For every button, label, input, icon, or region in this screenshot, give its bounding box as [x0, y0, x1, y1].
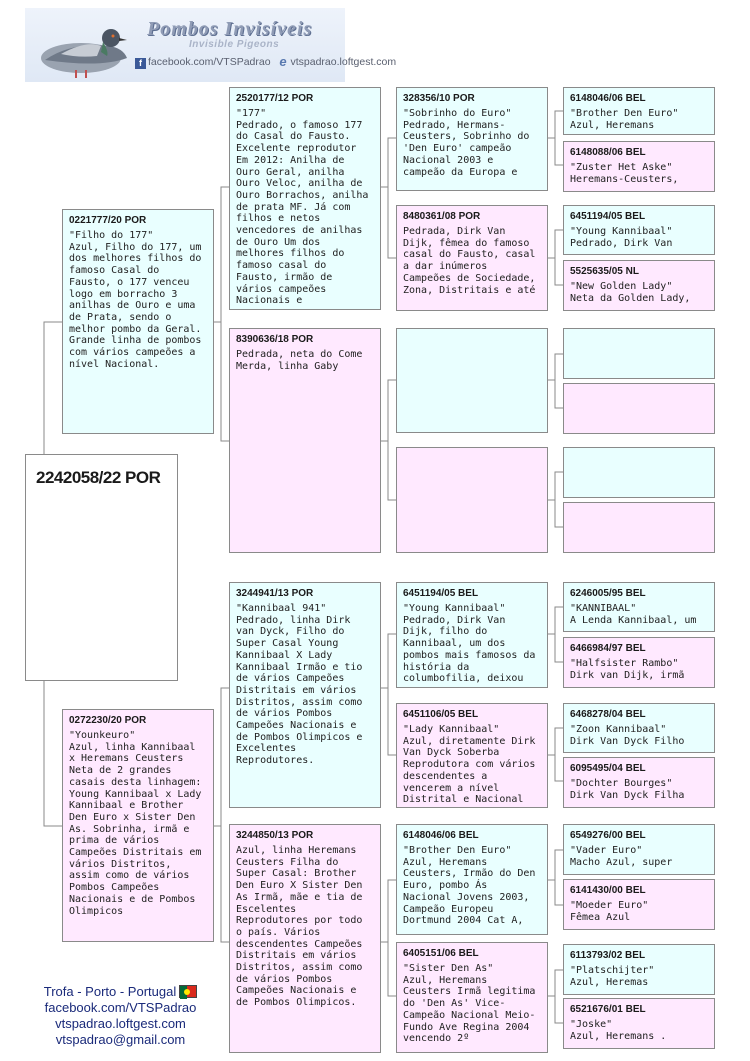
gen4-description: "Moeder Euro" Fêmea Azul: [570, 900, 649, 923]
gen4-description: "Brother Den Euro" Azul, Heremans: [570, 108, 679, 131]
facebook-icon: f: [135, 58, 146, 69]
great-grandparent-ring-number: 6405151/06 BEL: [403, 948, 479, 959]
gen4-ancestor-card[interactable]: [563, 141, 715, 192]
great-grandparent-ring-number: 8480361/08 POR: [403, 211, 481, 222]
grandparent-ring-number: 3244850/13 POR: [236, 830, 314, 841]
dam-ring-number: 0272230/20 POR: [69, 715, 147, 726]
footer-website-link[interactable]: vtspadrao.loftgest.com: [55, 1016, 186, 1031]
great-grandparent-card[interactable]: [396, 582, 548, 688]
header-subtitle: Invisible Pigeons: [189, 39, 280, 50]
grandparent-ring-number: 3244941/13 POR: [236, 588, 314, 599]
sire-description: "Filho do 177" Azul, Filho do 177, um dos melhores filhos do famoso Casal do Fausto, o 177 venceu logo em borracho 3 anilhas de Ouro e uma de Prata, sendo o melhor pombo da Geral. Grande linha de pombos com vários campeões a nível Nacional.: [69, 230, 202, 370]
grandparent-description: "Kannibaal 941" Pedrado, linha Dirk van Dyck, Filho do Super Casal Young Kannibaal X Lady Kannibaal Irmão e tio de vários Campeões Distritais em vários Distritos, assim como de vários Pombos Campeões Nacionais e de Pombos Olimpicos e Excelentes Reprodutores.: [236, 603, 363, 767]
gen4-ancestor-card[interactable]: [563, 757, 715, 808]
gen4-ancestor-card[interactable]: [563, 998, 715, 1049]
gen4-ring-number: 6141430/00 BEL: [570, 885, 646, 896]
gen4-ancestor-card[interactable]: [563, 328, 715, 379]
gen4-description: "New Golden Lady" Neta da Golden Lady,: [570, 281, 691, 304]
granddam-maternal-card[interactable]: [229, 824, 381, 1053]
great-grandparent-ring-number: 6451194/05 BEL: [403, 588, 479, 599]
gen4-ring-number: 6148046/06 BEL: [570, 93, 646, 104]
great-grandparent-card[interactable]: [396, 87, 548, 191]
great-grandparent-description: "Sister Den As" Azul, Heremans Ceusters Irmã legitima do 'Den As' Vice-Campeão Nacional Meio-Fundo Ave Regina 2004 vencendo 2º: [403, 963, 536, 1045]
gen4-ancestor-card[interactable]: [563, 637, 715, 688]
footer-location-line: [28, 984, 213, 1000]
gen4-ancestor-card[interactable]: [563, 502, 715, 553]
gen4-ancestor-card[interactable]: [563, 87, 715, 135]
grandsire-paternal-card[interactable]: [229, 87, 381, 310]
gen4-description: "Platschijter" Azul, Heremas: [570, 965, 655, 988]
great-grandparent-description: "Lady Kannibaal" Azul, diretamente Dirk Van Dyck Soberba Reprodutora com vários descendentes a vencerem a nível Distrital e Nacional: [403, 724, 536, 806]
gen4-ancestor-card[interactable]: [563, 260, 715, 311]
portugal-flag-icon: [179, 985, 197, 998]
gen4-ancestor-card[interactable]: [563, 582, 715, 632]
gen4-description: "Young Kannibaal" Pedrado, Dirk Van: [570, 226, 673, 249]
gen4-ancestor-card[interactable]: [563, 383, 715, 434]
gen4-ring-number: 6246005/95 BEL: [570, 588, 646, 599]
header-title: Pombos Invisíveis: [147, 18, 313, 40]
great-grandparent-card[interactable]: [396, 942, 548, 1053]
gen4-ring-number: 6148088/06 BEL: [570, 147, 646, 158]
great-grandparent-description: "Brother Den Euro" Azul, Heremans Ceusters, Irmão do Den Euro, pombo Ás Nacional Jovens 2003, Campeão Europeu Dortmund 2004 Cat A,: [403, 845, 536, 927]
gen4-ancestor-card[interactable]: [563, 944, 715, 995]
header-website-link[interactable]: vtspadrao.loftgest.com: [290, 56, 397, 68]
contact-footer: [28, 984, 213, 1048]
gen4-ring-number: 6466984/97 BEL: [570, 643, 646, 654]
subject-pigeon-card[interactable]: [25, 454, 178, 681]
great-grandparent-description: "Young Kannibaal" Pedrado, Dirk Van Dijk, filho do Kannibaal, um dos pombos mais famosos da história da columbofilia, deixou: [403, 603, 536, 685]
great-grandparent-card[interactable]: [396, 205, 548, 311]
gen4-description: "Zuster Het Aske" Heremans-Ceusters,: [570, 162, 679, 185]
great-grandparent-card[interactable]: [396, 703, 548, 808]
gen4-ring-number: 6095495/04 BEL: [570, 763, 646, 774]
header-social: [135, 56, 396, 69]
website-icon: e: [279, 54, 287, 69]
great-grandparent-card[interactable]: [396, 328, 548, 433]
footer-location: Trofa - Porto - Portugal: [43, 984, 177, 999]
grandparent-description: "177" Pedrado, o famoso 177 do Casal do Fausto. Excelente reprodutor Em 2012: Anilha de Ouro Geral, anilha Ouro Veloc, anilha de Ouro Borrachos, anilha de prata MF. Já com filhos e netos vencedores de anilhas de Ouro Um dos melhores filhos do famoso casal do Fausto, irmão de vários campeões Nacionais e: [236, 108, 369, 307]
sire-ring-number: 0221777/20 POR: [69, 215, 147, 226]
gen4-ring-number: 6549276/00 BEL: [570, 830, 646, 841]
pigeon-logo-icon: [31, 12, 135, 80]
header-facebook-link[interactable]: facebook.com/VTSPadrao: [148, 56, 271, 68]
great-grandparent-card[interactable]: [396, 824, 548, 935]
great-grandparent-card[interactable]: [396, 447, 548, 553]
grandsire-maternal-card[interactable]: [229, 582, 381, 808]
gen4-description: "Joske" Azul, Heremans .: [570, 1019, 667, 1042]
great-grandparent-description: "Sobrinho do Euro" Pedrado, Hermans-Ceusters, Sobrinho do 'Den Euro' campeão Nacional 2003 e campeão da Europa e: [403, 108, 530, 178]
gen4-description: "Dochter Bourges" Dirk Van Dyck Filha: [570, 778, 685, 801]
gen4-description: "Halfsister Rambo" Dirk van Dijk, irmã: [570, 658, 685, 681]
grandparent-ring-number: 8390636/18 POR: [236, 334, 314, 345]
granddam-paternal-card[interactable]: [229, 328, 381, 553]
gen4-ancestor-card[interactable]: [563, 703, 715, 753]
dam-card[interactable]: [62, 709, 214, 942]
gen4-description: "KANNIBAAL" A Lenda Kannibaal, um: [570, 603, 697, 626]
gen4-ancestor-card[interactable]: [563, 205, 715, 255]
gen4-description: "Vader Euro" Macho Azul, super: [570, 845, 673, 868]
grandparent-description: Azul, linha Heremans Ceusters Filha do Super Casal: Brother Den Euro X Sister Den As Irmã, mãe e tia de Escelentes Reprodutores por todo o país. Vários descendentes Campeões Distritais em vários Distritos, assim como de vários Pombos Campeões Nacionais e de Pombos Olimpicos.: [236, 845, 369, 1009]
footer-facebook-link[interactable]: facebook.com/VTSPadrao: [44, 1000, 197, 1015]
great-grandparent-ring-number: 6451106/05 BEL: [403, 709, 479, 720]
great-grandparent-ring-number: 6148046/06 BEL: [403, 830, 479, 841]
gen4-ancestor-card[interactable]: [563, 447, 715, 498]
gen4-ring-number: 6468278/04 BEL: [570, 709, 646, 720]
subject-ring-number: 2242058/22 POR: [36, 468, 161, 487]
gen4-ring-number: 6113793/02 BEL: [570, 950, 646, 961]
gen4-ring-number: 6521676/01 BEL: [570, 1004, 646, 1015]
gen4-ancestor-card[interactable]: [563, 824, 715, 875]
gen4-ring-number: 6451194/05 BEL: [570, 211, 646, 222]
gen4-description: "Zoon Kannibaal" Dirk Van Dyck Filho: [570, 724, 685, 747]
great-grandparent-ring-number: 328356/10 POR: [403, 93, 475, 104]
grandparent-description: Pedrada, neta do Come Merda, linha Gaby: [236, 349, 369, 372]
sire-card[interactable]: [62, 209, 214, 434]
dam-description: "Younkeuro" Azul, linha Kannibaal x Heremans Ceusters Neta de 2 grandes casais desta linhagem: Young Kannibaal x Lady Kannibaal e Brother Den Euro x Sister Den As. Sobrinha, irmã e prima de vários Campeões Distritais em vários Distritos, assim como de vários Pombos Campeões Nacionais e de Pombos Olimpicos: [69, 730, 202, 917]
grandparent-ring-number: 2520177/12 POR: [236, 93, 314, 104]
footer-email-link[interactable]: vtspadrao@gmail.com: [55, 1032, 186, 1047]
great-grandparent-description: Pedrada, Dirk Van Dijk, fêmea do famoso casal do Fausto, casal a dar inúmeros Campeões de Sociedade, Zona, Distritais e até: [403, 226, 542, 296]
header-banner: [25, 8, 397, 82]
gen4-ring-number: 5525635/05 NL: [570, 266, 639, 277]
gen4-ancestor-card[interactable]: [563, 879, 715, 930]
